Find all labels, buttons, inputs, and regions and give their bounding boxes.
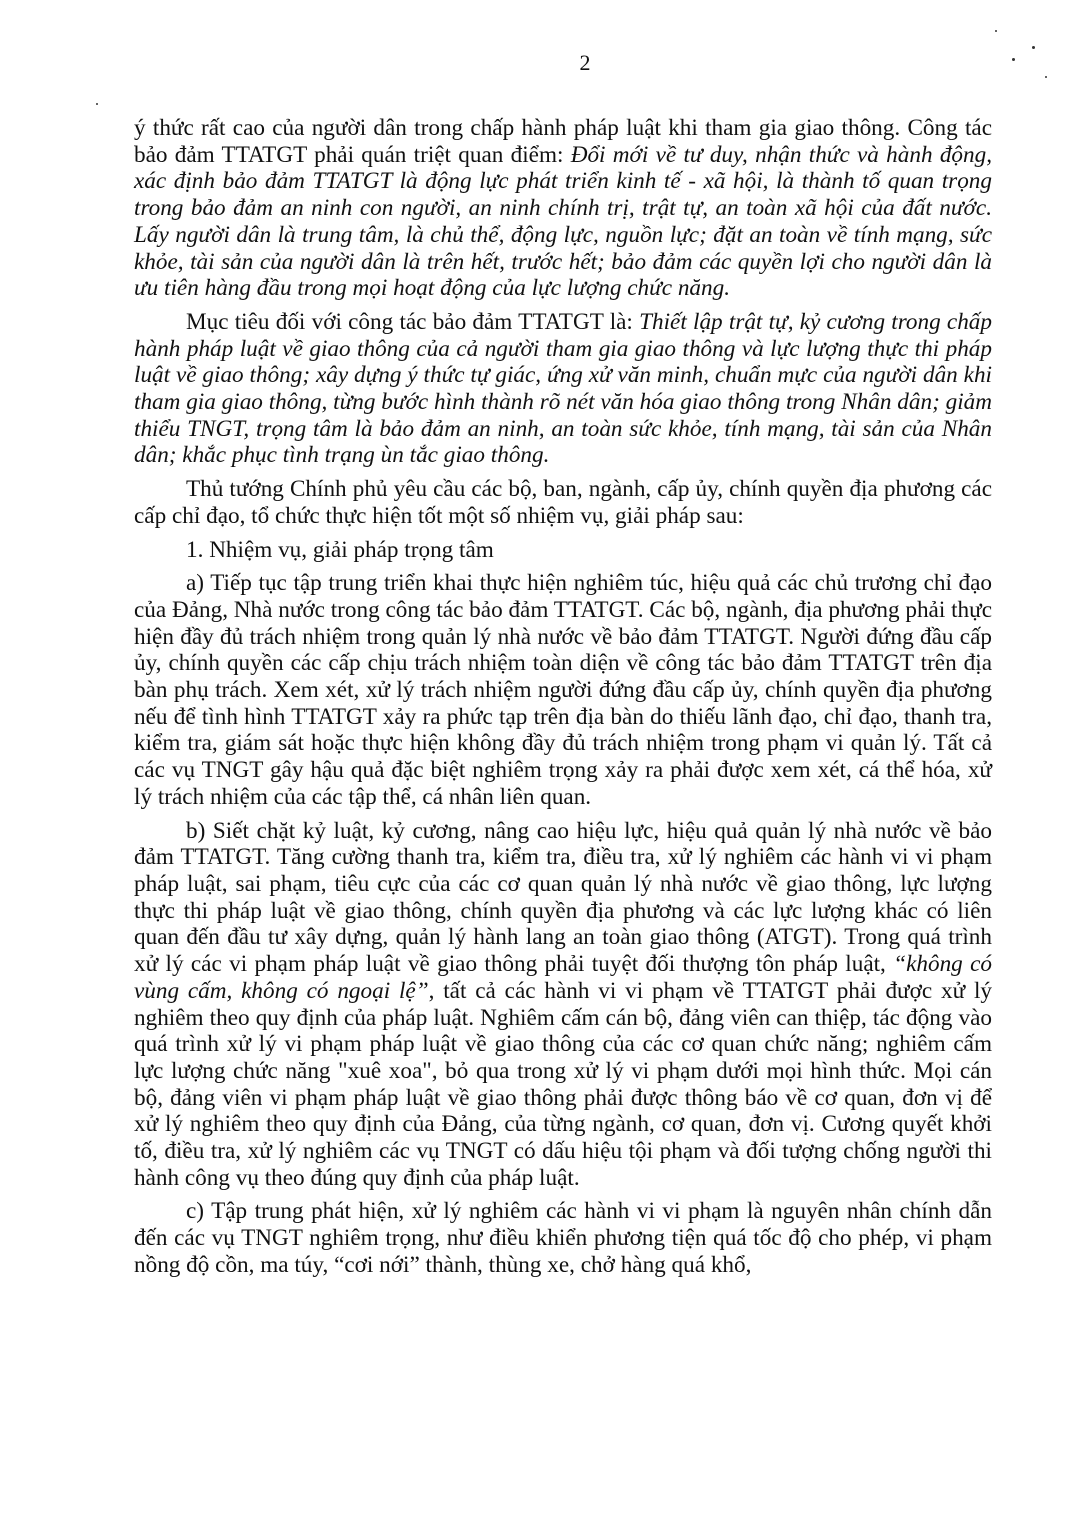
paragraph-text: Mục tiêu đối với công tác bảo đảm TTATGT là: [186, 308, 640, 335]
document-body [134, 115, 992, 1286]
scan-speck [1012, 58, 1015, 61]
page-number: 2 [579, 50, 591, 75]
paragraph-item-c [134, 1198, 992, 1278]
section-heading [134, 537, 992, 564]
paragraph-continuation [134, 115, 992, 302]
paragraph-item-a [134, 570, 992, 810]
paragraph-objectives [134, 309, 992, 469]
paragraph-text: a) Tiếp tục tập trung triển khai thực hiện nghiêm túc, hiệu quả các chủ trương chỉ đạo của Đảng, Nhà nước trong công tác bảo đảm TTATGT. Các bộ, ngành, địa phương phải thực hiện đầy đủ trách nhiệm trong quản lý nhà nước về bảo đảm TTATGT. Người đứng đầu cấp ủy, chính quyền các cấp chịu trách nhiệm toàn diện về công tác bảo đảm TTATGT trên địa bàn phụ trách. Xem xét, xử lý trách nhiệm người đứng đầu cấp ủy, chính quyền địa phương nếu để tình hình TTATGT xảy ra phức tạp trên địa bàn do thiếu lãnh đạo, chỉ đạo, thanh tra, kiểm tra, giám sát hoặc thực hiện không đầy đủ trách nhiệm trong phạm vi quản lý. Tất cả các vụ TNGT gây hậu quả đặc biệt nghiêm trọng xảy ra phải được xem xét, cá thể hóa, xử lý trách nhiệm của các tập thể, cá nhân liên quan. [134, 570, 992, 810]
paragraph-text: , tất cả các hành vi vi phạm về TTATGT phải được xử lý nghiêm theo quy định của pháp luật. Nghiêm cấm cán bộ, đảng viên can thiệp, tác động vào quá trình xử lý vi phạm pháp luật về giao thông của các cơ quan chức năng; nghiêm cấm lực lượng chức năng "xuê xoa", bỏ qua trong xử lý vi phạm dưới mọi hình thức. Mọi cán bộ, đảng viên vi phạm pháp luật về giao thông phải được thông báo về cơ quan, đơn vị để xử lý nghiêm theo quy định của Đảng, của từng ngành, cơ quan, đơn vị. Cương quyết khởi tố, điều tra, xử lý nghiêm các vụ TNGT có dấu hiệu tội phạm và đối tượng chống người thi hành công vụ theo đúng quy định của pháp luật. [134, 977, 993, 1191]
paragraph-italic-text: Thiết lập trật tự, kỷ cương trong chấp hành pháp luật về giao thông của cả người tham gia giao thông và lực lượng thực thi pháp luật về giao thông; xây dựng ý thức tự giác, ứng xử văn minh, chuẩn mực của người dân khi tham gia giao thông, từng bước hình thành rõ nét văn hóa giao thông trong Nhân dân; giảm thiểu TNGT, trọng tâm là bảo đảm an ninh, an toàn sức khỏe, tính mạng, tài sản của Nhân dân; khắc phục tình trạng ùn tắc giao thông. [134, 308, 992, 469]
scan-speck [1032, 46, 1035, 49]
paragraph-text: c) Tập trung phát hiện, xử lý nghiêm các hành vi vi phạm là nguyên nhân chính dẫn đến các vụ TNGT nghiêm trọng, như điều khiển phương tiện quá tốc độ cho phép, vi phạm nồng độ cồn, ma túy, “cơi nới” thành, thùng xe, chở hàng quá khổ, [134, 1198, 992, 1278]
paragraph-italic-text: Đổi mới về tư duy, nhận thức và hành động, xác định bảo đảm TTATGT là động lực phát triển kinh tế - xã hội, là thành tố quan trọng trong bảo đảm an ninh con người, an ninh chính trị, trật tự, an toàn xã hội của đất nước. Lấy người dân là trung tâm, là chủ thể, động lực, nguồn lực; đặt an toàn về tính mạng, sức khỏe, tài sản của người dân là trên hết, trước hết; bảo đảm các quyền lợi cho người dân là ưu tiên hàng đầu trong mọi hoạt động của lực lượng chức năng. [134, 141, 993, 302]
scan-speck [995, 30, 997, 32]
section-heading-text: 1. Nhiệm vụ, giải pháp trọng tâm [186, 536, 494, 563]
paragraph-italic-quote: “không có vùng cấm, không có ngoại lệ” [134, 951, 992, 1004]
scan-speck [1045, 76, 1047, 78]
paragraph-item-b [134, 818, 992, 1192]
paragraph-text: b) Siết chặt kỷ luật, kỷ cương, nâng cao hiệu lực, hiệu quả quản lý nhà nước về bảo đảm TTATGT. Tăng cường thanh tra, kiểm tra, điều tra, xử lý nghiêm các hành vi vi phạm pháp luật, sai phạm, tiêu cực của các cơ quan quản lý nhà nước về giao thông, lực lượng thực thi pháp luật về giao thông, chính quyền địa phương và các lực lượng khác có liên quan đến đầu tư xây dựng, quản lý hành lang an toàn giao thông (ATGT). Trong quá trình xử lý các vi phạm pháp luật về giao thông phải tuyệt đối thượng tôn pháp luật, [134, 817, 992, 978]
paragraph-text: Thủ tướng Chính phủ yêu cầu các bộ, ban, ngành, cấp ủy, chính quyền địa phương các cấp chỉ đạo, tổ chức thực hiện tốt một số nhiệm vụ, giải pháp sau: [134, 476, 992, 529]
scan-speck [96, 103, 98, 105]
paragraph-directive [134, 476, 992, 529]
paragraph-text: ý thức rất cao của người dân trong chấp hành pháp luật khi tham gia giao thông. Công tác bảo đảm TTATGT phải quán triệt quan điểm: [134, 115, 992, 168]
